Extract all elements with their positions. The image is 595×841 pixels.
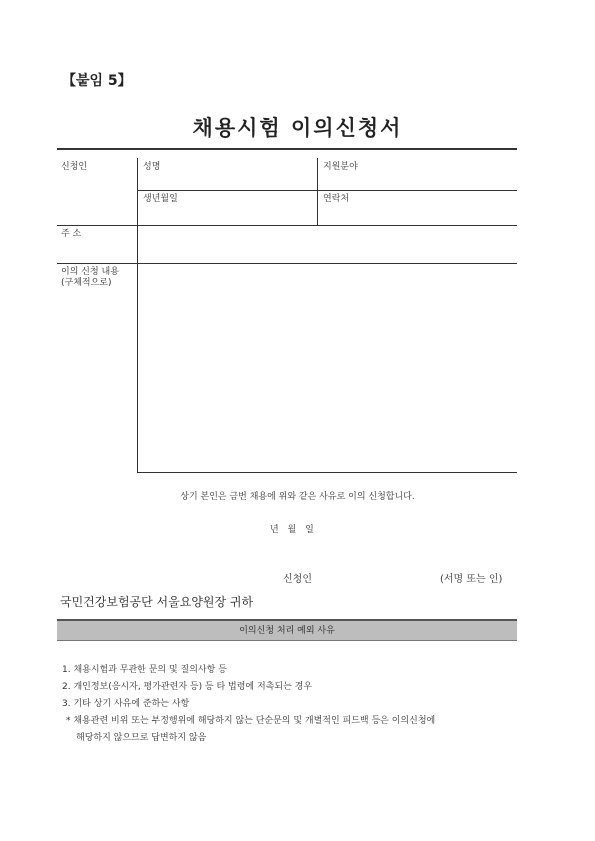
row-divider <box>57 263 517 264</box>
form-bottom-line <box>137 472 517 473</box>
contact-field[interactable]: 연락처 <box>323 194 350 204</box>
attachment-label: 【붙임 5】 <box>62 73 132 89</box>
name-field[interactable]: 성명 <box>143 162 161 172</box>
confirmation-statement: 상기 본인은 금번 채용에 위와 같은 사유로 이의 신청합니다. <box>180 492 415 502</box>
list-item: 1. 채용시험과 무관한 문의 및 질의사항 등 <box>62 665 227 675</box>
date-line[interactable]: 년 월 일 <box>270 525 314 535</box>
field-column-divider <box>317 158 318 225</box>
list-item: 해당하지 않으므로 답변하지 않음 <box>76 733 207 743</box>
document-title: 채용시험 이의신청서 <box>192 116 403 140</box>
list-item: 2. 개인정보(응시자, 평가관련자 등) 등 타 법령에 저촉되는 경우 <box>62 682 313 692</box>
label-column-divider <box>137 158 138 473</box>
application-form <box>57 158 517 473</box>
list-item: * 채용관련 비위 또는 부정행위에 해당하지 않는 단순문의 및 개별적인 피드백 등은 이의신청에 <box>66 716 436 726</box>
objection-label <box>61 267 119 289</box>
birthdate-field[interactable]: 생년월일 <box>143 194 178 204</box>
applicant-label: 신청인 <box>61 162 88 172</box>
address-label: 주 소 <box>61 229 82 239</box>
signature-applicant-label: 신청인 <box>283 574 312 585</box>
addressee: 국민건강보험공단 서울요양원장 귀하 <box>60 595 254 609</box>
row-divider <box>57 225 517 226</box>
application-field-field[interactable]: 지원분야 <box>323 162 358 172</box>
exceptions-heading: 이의신청 처리 예외 사유 <box>57 619 517 641</box>
title-rule <box>57 148 517 150</box>
row-divider <box>137 190 517 191</box>
objection-label-line2: (구체적으로) <box>61 278 112 288</box>
signature-hint[interactable]: (서명 또는 인) <box>440 574 503 585</box>
list-item: 3. 기타 상기 사유에 준하는 사항 <box>62 699 190 709</box>
exceptions-list <box>62 662 435 747</box>
objection-label-line1: 이의 신청 내용 <box>61 267 119 277</box>
